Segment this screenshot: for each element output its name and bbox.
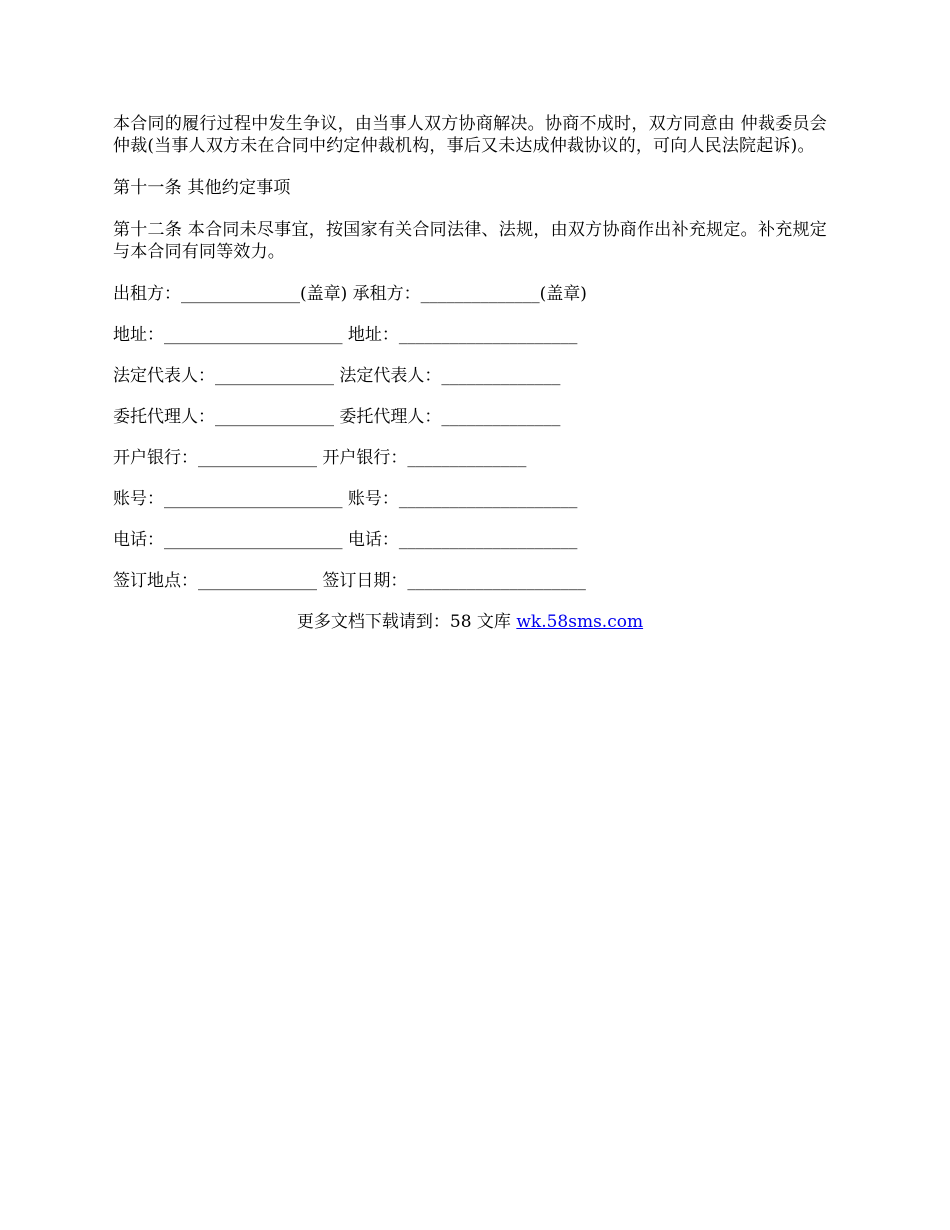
document-page xyxy=(113,113,827,633)
footer-prefix: 更多文档下载请到：58 文库 xyxy=(296,612,517,632)
signature-line-bank: 开户银行：______________ 开户银行：______________ xyxy=(113,448,527,468)
signature-line-phone: 电话：_____________________ 电话：_____________________ xyxy=(113,530,578,550)
download-footer xyxy=(113,611,827,633)
signature-line-legal-rep: 法定代表人：______________ 法定代表人：______________ xyxy=(113,366,561,386)
dispute-clause: 本合同的履行过程中发生争议，由当事人双方协商解决。协商不成时，双方同意由 仲裁委员会仲裁(当事人双方未在合同中约定仲裁机构，事后又未达成仲裁协议的，可向人民法院起诉)。 xyxy=(113,114,827,156)
article-11-heading: 第十一条 其他约定事项 xyxy=(113,178,291,198)
signature-line-address: 地址：_____________________ 地址：_____________________ xyxy=(113,325,578,345)
footer-link[interactable]: wk.58sms.com xyxy=(516,612,644,632)
signature-line-agent: 委托代理人：______________ 委托代理人：______________ xyxy=(113,407,561,427)
article-12-clause: 第十二条 本合同未尽事宜，按国家有关合同法律、法规，由双方协商作出补充规定。补充规定与本合同有同等效力。 xyxy=(113,220,827,262)
signature-line-place-date: 签订地点：______________ 签订日期：_____________________ xyxy=(113,571,586,591)
signature-line-parties: 出租方：______________(盖章) 承租方：______________(盖章) xyxy=(113,284,587,304)
signature-line-account: 账号：_____________________ 账号：_____________________ xyxy=(113,489,578,509)
